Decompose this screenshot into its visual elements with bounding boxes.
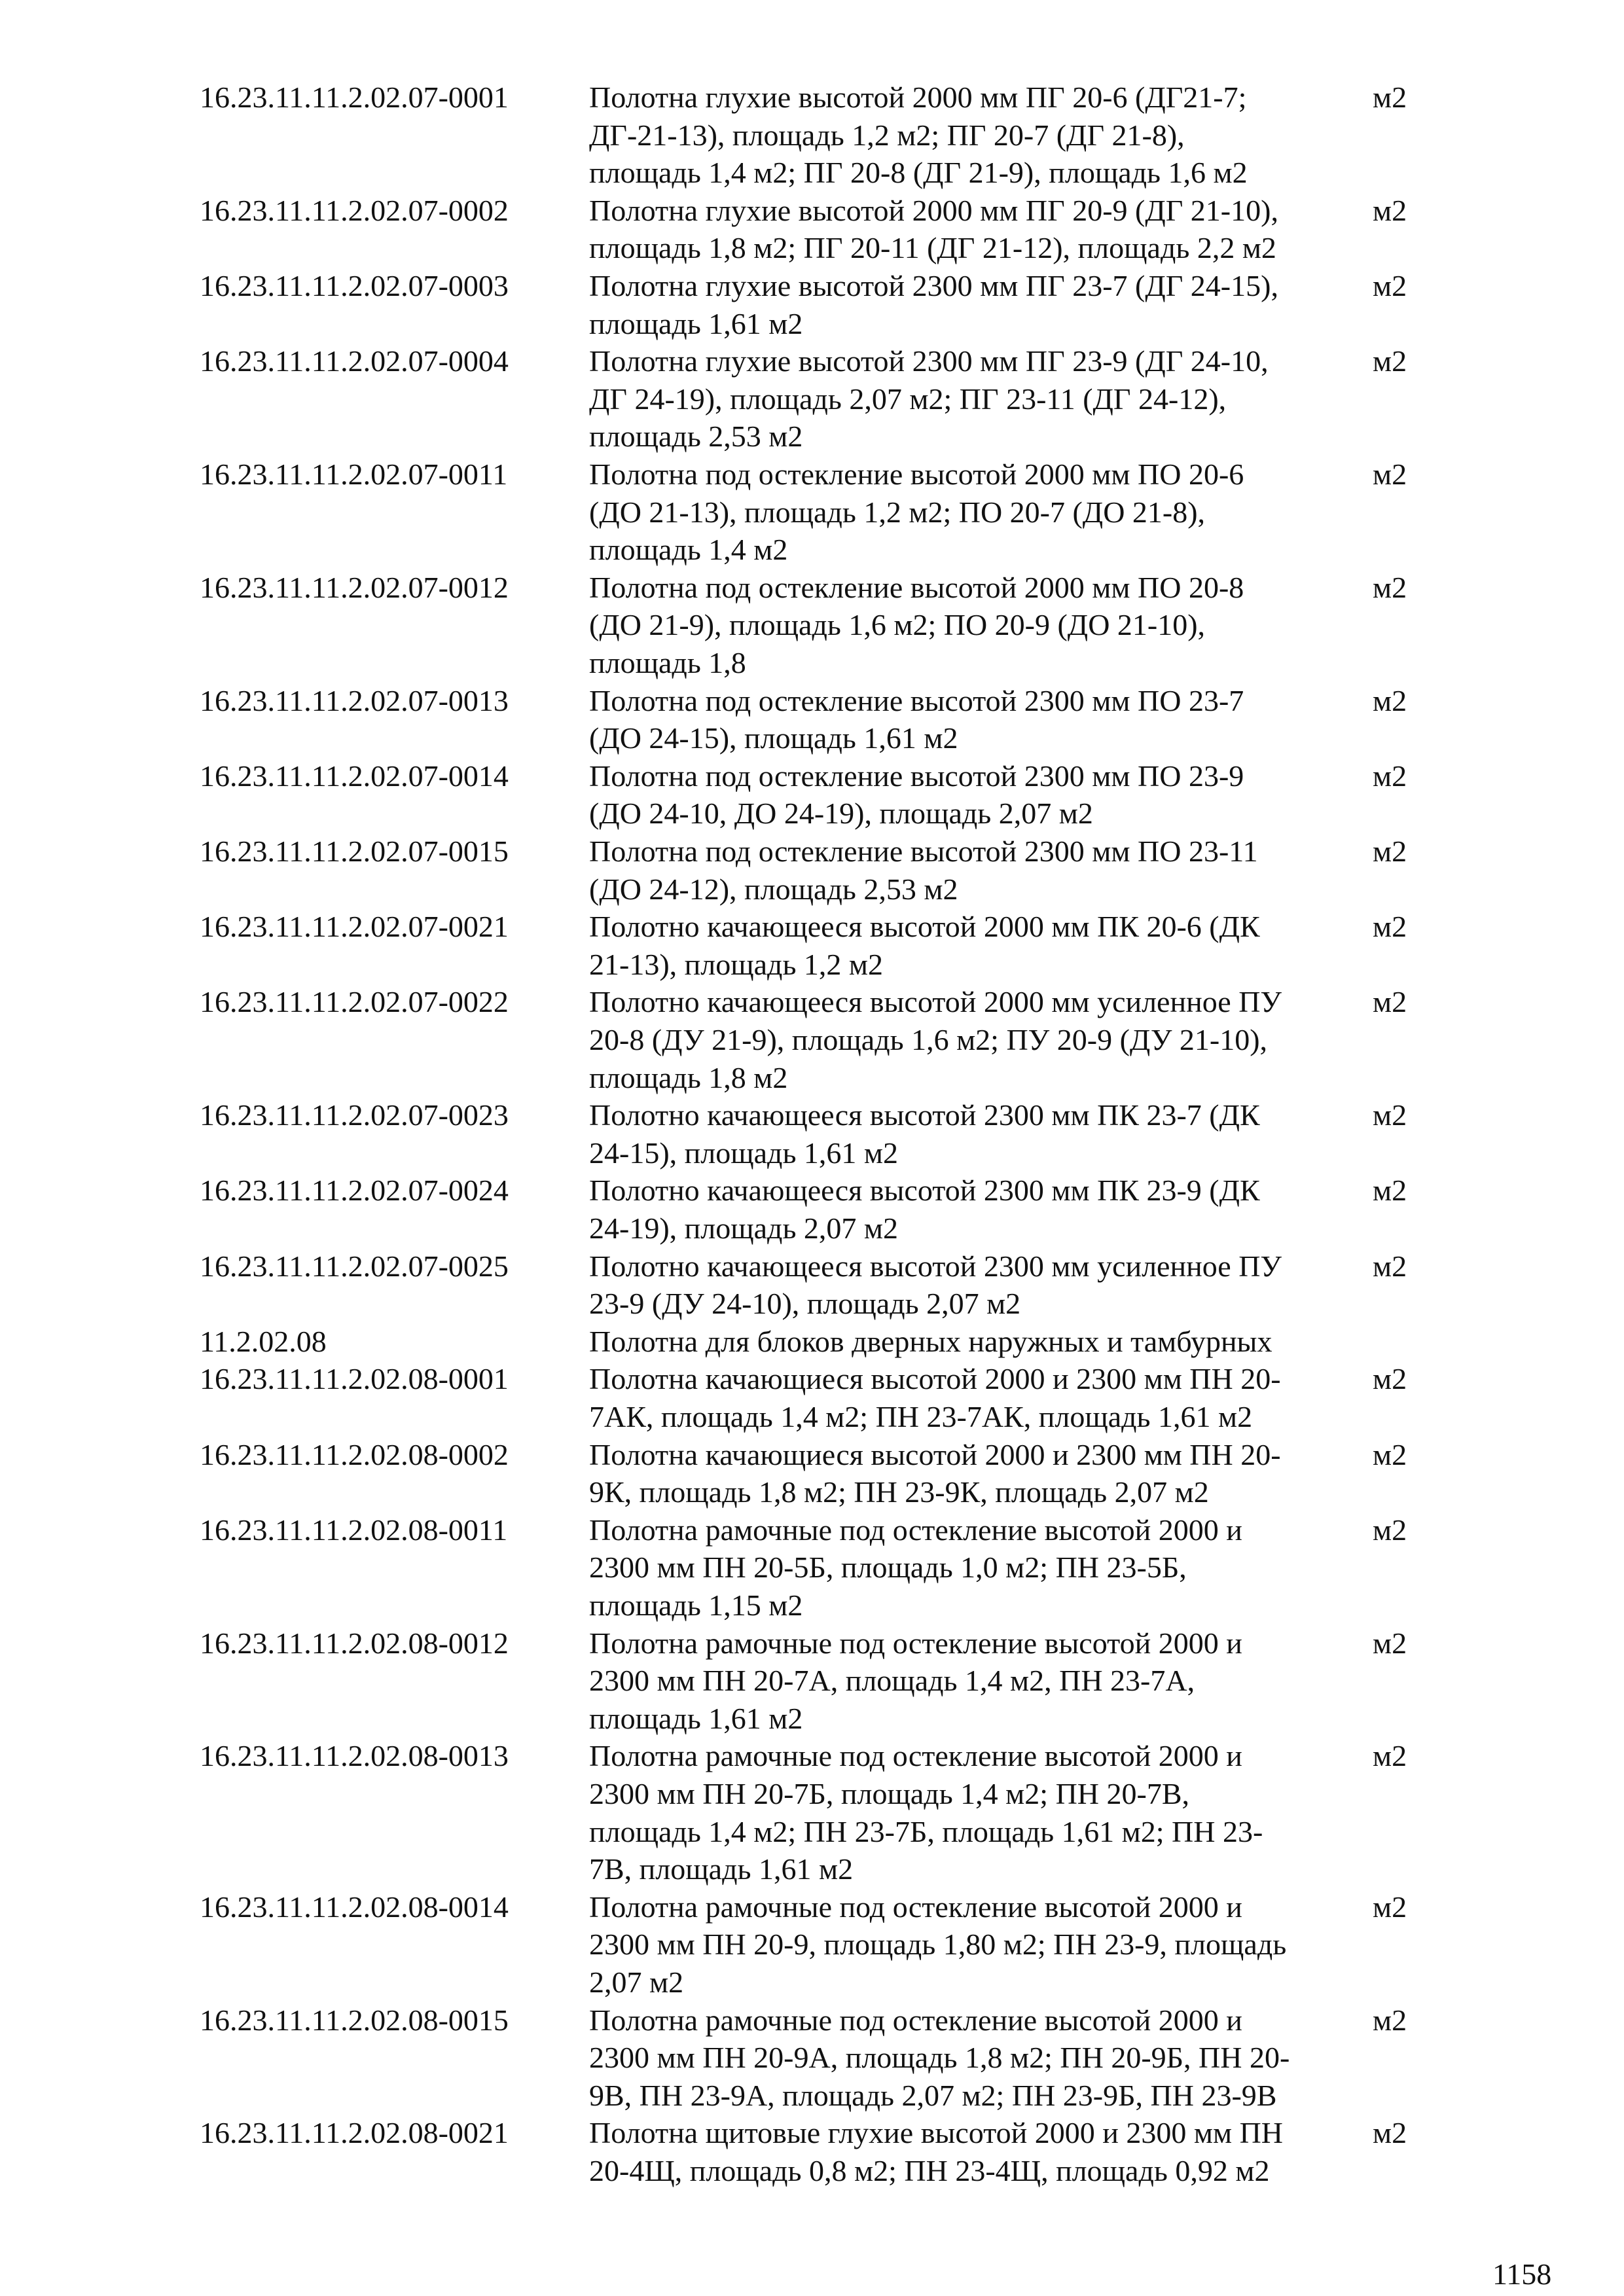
row-code: 16.23.11.11.2.02.07-0002 — [200, 193, 509, 227]
row-code: 16.23.11.11.2.02.08-0015 — [200, 2003, 509, 2037]
row-unit: м2 — [1373, 683, 1407, 717]
table-row — [0, 1249, 1624, 1324]
table-row — [0, 268, 1624, 344]
row-code: 16.23.11.11.2.02.07-0001 — [200, 81, 509, 114]
row-unit: м2 — [1373, 81, 1407, 114]
table-row — [0, 1626, 1624, 1739]
description-line: 2300 мм ПН 20-5Б, площадь 1,0 м2; ПН 23-5Б, — [589, 1551, 1187, 1585]
table-row — [0, 909, 1624, 984]
description-line: Полотна щитовые глухие высотой 2000 и 2300 мм ПН — [589, 2116, 1284, 2150]
row-code: 16.23.11.11.2.02.07-0012 — [200, 570, 509, 604]
description-line: Полотна рамочные под остекление высотой 2000 и — [589, 2003, 1242, 2037]
page-number: 1158 — [1492, 2257, 1552, 2291]
row-code: 16.23.11.11.2.02.08-0021 — [200, 2116, 509, 2150]
table-row — [0, 1173, 1624, 1248]
row-code: 16.23.11.11.2.02.08-0001 — [200, 1362, 509, 1396]
row-code: 16.23.11.11.2.02.07-0025 — [200, 1249, 509, 1283]
row-code: 16.23.11.11.2.02.07-0013 — [200, 683, 509, 717]
row-code: 16.23.11.11.2.02.07-0024 — [200, 1174, 509, 1208]
description-line: Полотна под остекление высотой 2000 мм ПО 20-8 — [589, 570, 1244, 604]
table-row — [0, 2003, 1624, 2116]
table-row — [0, 759, 1624, 834]
description-line: Полотна рамочные под остекление высотой 2000 и — [589, 1739, 1242, 1773]
table-row — [0, 683, 1624, 759]
table-row — [0, 1437, 1624, 1513]
row-unit: м2 — [1373, 344, 1407, 378]
description-line: 24-19), площадь 2,07 м2 — [589, 1211, 899, 1245]
description-line: площадь 1,4 м2 — [589, 533, 788, 567]
description-line: площадь 1,4 м2; ПН 23-7Б, площадь 1,61 м2; ПН 23- — [589, 1814, 1263, 1848]
description-line: Полотна под остекление высотой 2000 мм ПО 20-6 — [589, 457, 1244, 491]
description-line: 7АК, площадь 1,4 м2; ПН 23-7АК, площадь 1,61 м2 — [589, 1399, 1253, 1433]
row-code: 11.2.02.08 — [200, 1324, 327, 1358]
row-unit: м2 — [1373, 570, 1407, 604]
description-line: площадь 1,61 м2 — [589, 1701, 803, 1735]
table-row — [0, 457, 1624, 570]
row-unit: м2 — [1373, 1362, 1407, 1396]
description-line: 9В, ПН 23-9А, площадь 2,07 м2; ПН 23-9Б, ПН 23-9В — [589, 2078, 1277, 2112]
description-line: 20-4Щ, площадь 0,8 м2; ПН 23-4Щ, площадь 0,92 м2 — [589, 2153, 1270, 2187]
row-code: 16.23.11.11.2.02.07-0015 — [200, 834, 509, 868]
row-unit: м2 — [1373, 1437, 1407, 1471]
description-line: ДГ 24-19), площадь 2,07 м2; ПГ 23-11 (ДГ 24-12), — [589, 382, 1227, 416]
description-line: Полотна качающиеся высотой 2000 и 2300 мм ПН 20- — [589, 1362, 1281, 1396]
description-line: площадь 1,61 м2 — [589, 306, 803, 340]
description-line: ДГ-21-13), площадь 1,2 м2; ПГ 20-7 (ДГ 21-8), — [589, 118, 1185, 152]
description-line: (ДО 24-15), площадь 1,61 м2 — [589, 721, 958, 755]
description-line: Полотна под остекление высотой 2300 мм ПО 23-9 — [589, 759, 1244, 793]
description-line: Полотна качающиеся высотой 2000 и 2300 мм ПН 20- — [589, 1437, 1281, 1471]
description-line: Полотно качающееся высотой 2000 мм ПК 20-6 (ДК — [589, 910, 1260, 944]
description-line: (ДО 21-9), площадь 1,6 м2; ПО 20-9 (ДО 21-10), — [589, 608, 1206, 642]
description-line: Полотно качающееся высотой 2300 мм усиленное ПУ — [589, 1249, 1282, 1283]
description-line: Полотно качающееся высотой 2300 мм ПК 23-7 (ДК — [589, 1098, 1260, 1132]
description-line: (ДО 21-13), площадь 1,2 м2; ПО 20-7 (ДО 21-8), — [589, 495, 1206, 529]
description-line: Полотна глухие высотой 2300 мм ПГ 23-7 (ДГ 24-15), — [589, 269, 1278, 302]
description-line: Полотна для блоков дверных наружных и тамбурных — [589, 1324, 1272, 1358]
table-row — [0, 1361, 1624, 1437]
row-unit: м2 — [1373, 834, 1407, 868]
description-line: площадь 1,8 — [589, 645, 746, 679]
description-line: Полотна глухие высотой 2300 мм ПГ 23-9 (ДГ 24-10, — [589, 344, 1269, 378]
row-unit: м2 — [1373, 1890, 1407, 1924]
row-unit: м2 — [1373, 985, 1407, 1019]
row-code: 16.23.11.11.2.02.08-0002 — [200, 1437, 509, 1471]
table-row — [0, 834, 1624, 909]
description-line: Полотна глухие высотой 2000 мм ПГ 20-6 (ДГ21-7; — [589, 81, 1247, 114]
table-row — [0, 344, 1624, 457]
row-unit: м2 — [1373, 759, 1407, 793]
description-line: Полотна под остекление высотой 2300 мм ПО 23-7 — [589, 683, 1244, 717]
description-line: площадь 1,8 м2; ПГ 20-11 (ДГ 21-12), площадь 2,2 м2 — [589, 231, 1276, 265]
row-unit: м2 — [1373, 2003, 1407, 2037]
description-line: 24-15), площадь 1,61 м2 — [589, 1136, 899, 1170]
row-code: 16.23.11.11.2.02.07-0021 — [200, 910, 509, 944]
description-line: 7В, площадь 1,61 м2 — [589, 1852, 854, 1886]
description-line: 23-9 (ДУ 24-10), площадь 2,07 м2 — [589, 1287, 1021, 1321]
row-code: 16.23.11.11.2.02.07-0003 — [200, 269, 509, 302]
row-unit: м2 — [1373, 1513, 1407, 1547]
description-line: Полотна глухие высотой 2000 мм ПГ 20-9 (ДГ 21-10), — [589, 193, 1278, 227]
description-line: 2300 мм ПН 20-9А, площадь 1,8 м2; ПН 20-9Б, ПН 20- — [589, 2041, 1290, 2075]
row-code: 16.23.11.11.2.02.08-0011 — [200, 1513, 508, 1547]
row-code: 16.23.11.11.2.02.07-0022 — [200, 985, 509, 1019]
row-code: 16.23.11.11.2.02.07-0014 — [200, 759, 509, 793]
row-unit: м2 — [1373, 1739, 1407, 1773]
description-line: 2300 мм ПН 20-9, площадь 1,80 м2; ПН 23-9, площадь — [589, 1928, 1287, 1962]
description-line: площадь 2,53 м2 — [589, 420, 803, 454]
row-unit: м2 — [1373, 193, 1407, 227]
description-line: 9К, площадь 1,8 м2; ПН 23-9К, площадь 2,07 м2 — [589, 1475, 1209, 1509]
table-row — [0, 1098, 1624, 1173]
table-row — [0, 1513, 1624, 1626]
table-row — [0, 1324, 1624, 1362]
row-unit: м2 — [1373, 1098, 1407, 1132]
table-row — [0, 193, 1624, 268]
description-line: (ДО 24-10, ДО 24-19), площадь 2,07 м2 — [589, 797, 1093, 831]
description-line: 2,07 м2 — [589, 1965, 684, 1999]
row-code: 16.23.11.11.2.02.08-0012 — [200, 1626, 509, 1660]
row-unit: м2 — [1373, 1626, 1407, 1660]
description-line: площадь 1,8 м2 — [589, 1060, 788, 1094]
description-line: Полотна рамочные под остекление высотой 2000 и — [589, 1626, 1242, 1660]
description-line: 21-13), площадь 1,2 м2 — [589, 947, 884, 981]
row-code: 16.23.11.11.2.02.07-0004 — [200, 344, 509, 378]
table-row — [0, 984, 1624, 1098]
table-row — [0, 1738, 1624, 1889]
row-code: 16.23.11.11.2.02.07-0023 — [200, 1098, 509, 1132]
table-row — [0, 80, 1624, 193]
description-line: Полотна под остекление высотой 2300 мм ПО 23-11 — [589, 834, 1258, 868]
description-line: Полотно качающееся высотой 2300 мм ПК 23-9 (ДК — [589, 1174, 1260, 1208]
row-unit: м2 — [1373, 457, 1407, 491]
description-line: 20-8 (ДУ 21-9), площадь 1,6 м2; ПУ 20-9 (ДУ 21-10), — [589, 1022, 1268, 1056]
description-line: площадь 1,15 м2 — [589, 1588, 803, 1622]
row-code: 16.23.11.11.2.02.08-0013 — [200, 1739, 509, 1773]
row-unit: м2 — [1373, 1174, 1407, 1208]
row-code: 16.23.11.11.2.02.07-0011 — [200, 457, 508, 491]
description-line: 2300 мм ПН 20-7Б, площадь 1,4 м2; ПН 20-7В, — [589, 1776, 1190, 1810]
description-line: площадь 1,4 м2; ПГ 20-8 (ДГ 21-9), площадь 1,6 м2 — [589, 156, 1248, 190]
description-line: (ДО 24-12), площадь 2,53 м2 — [589, 872, 958, 906]
table-row — [0, 2115, 1624, 2191]
row-code: 16.23.11.11.2.02.08-0014 — [200, 1890, 509, 1924]
row-unit: м2 — [1373, 1249, 1407, 1283]
table-row — [0, 1890, 1624, 2003]
row-unit: м2 — [1373, 269, 1407, 302]
row-unit: м2 — [1373, 910, 1407, 944]
description-line: Полотна рамочные под остекление высотой 2000 и — [589, 1513, 1242, 1547]
description-line: Полотна рамочные под остекление высотой 2000 и — [589, 1890, 1242, 1924]
description-line: Полотно качающееся высотой 2000 мм усиленное ПУ — [589, 985, 1282, 1019]
description-line: 2300 мм ПН 20-7А, площадь 1,4 м2, ПН 23-7А, — [589, 1664, 1195, 1698]
row-unit: м2 — [1373, 2116, 1407, 2150]
table-row — [0, 570, 1624, 683]
